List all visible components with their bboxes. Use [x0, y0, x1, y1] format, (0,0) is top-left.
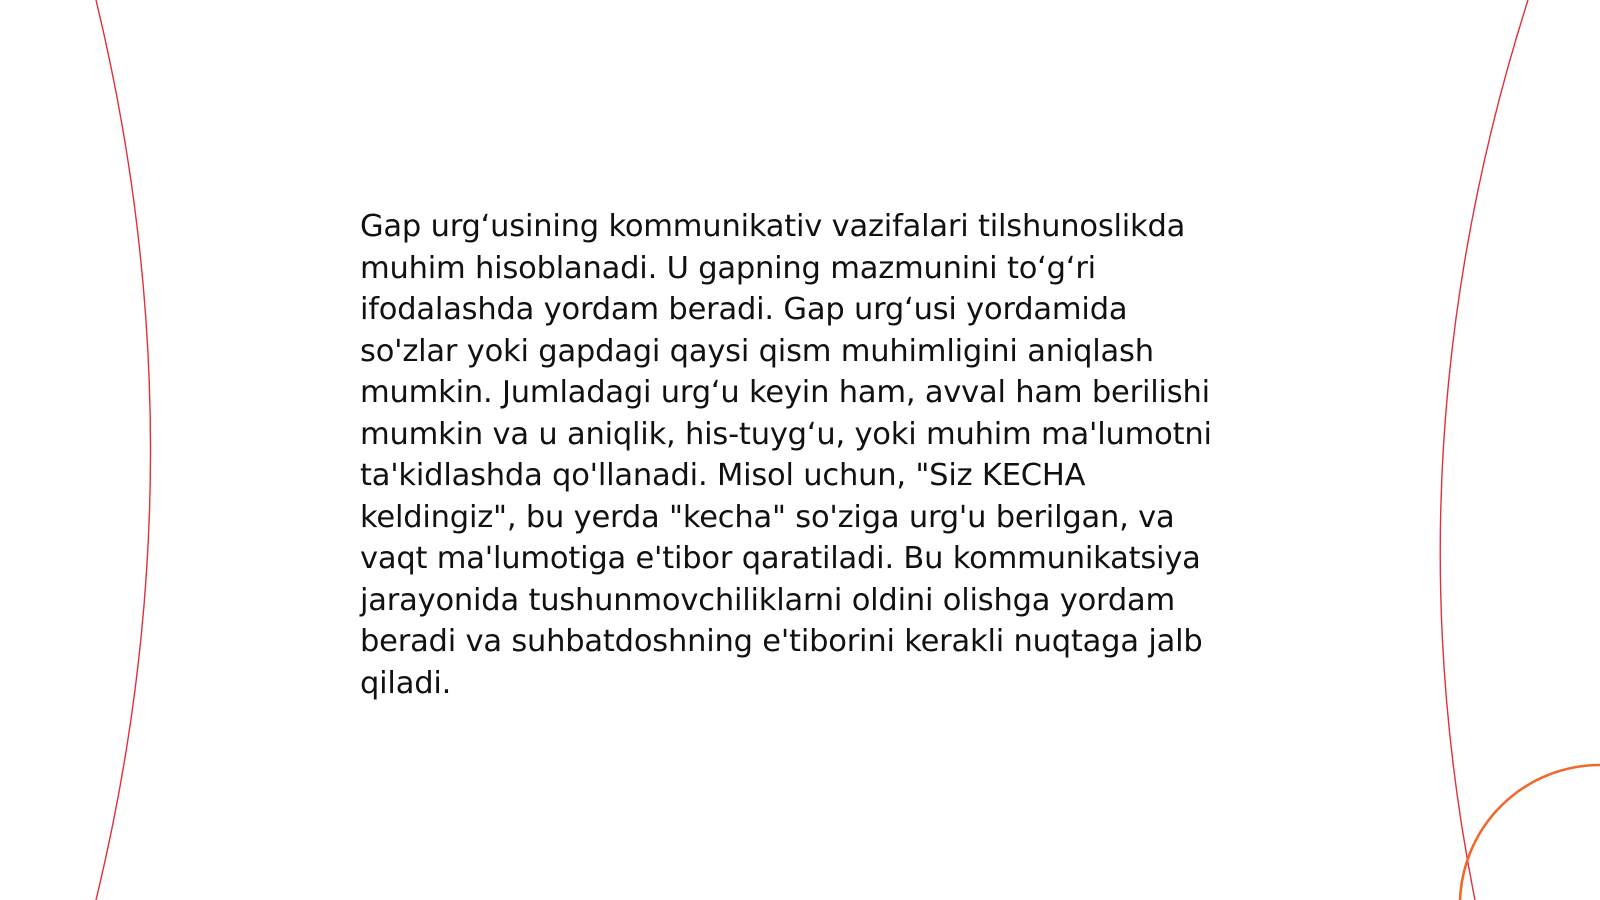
- right-arc-line: [1440, 0, 1528, 900]
- orange-circle-outline: [1460, 765, 1600, 900]
- left-arc-line: [96, 0, 151, 900]
- slide-body-text: Gap urg‘usining kommunikativ vazifalari tilshunoslikda muhim hisoblanadi. U gapning mazmunini to‘g‘ri ifodalashda yordam beradi. Gap urg‘usi yordamida so'zlar yoki gapdagi qaysi qism muhimligini aniqlash mumkin. Jumladagi urg‘u keyin ham, avval ham berilishi mumkin va u aniqlik, his-tuyg‘u, yoki muhim ma'lumotni ta'kidlashda qo'llanadi. Misol uchun, "Siz KECHA keldingiz", bu yerda "kecha" so'ziga urg'u berilgan, va vaqt ma'lumotiga e'tibor qaratiladi. Bu kommunikatsiya jarayonida tushunmovchiliklarni oldini olishga yordam beradi va suhbatdoshning e'tiborini kerakli nuqtaga jalb qiladi.: [360, 209, 1212, 701]
